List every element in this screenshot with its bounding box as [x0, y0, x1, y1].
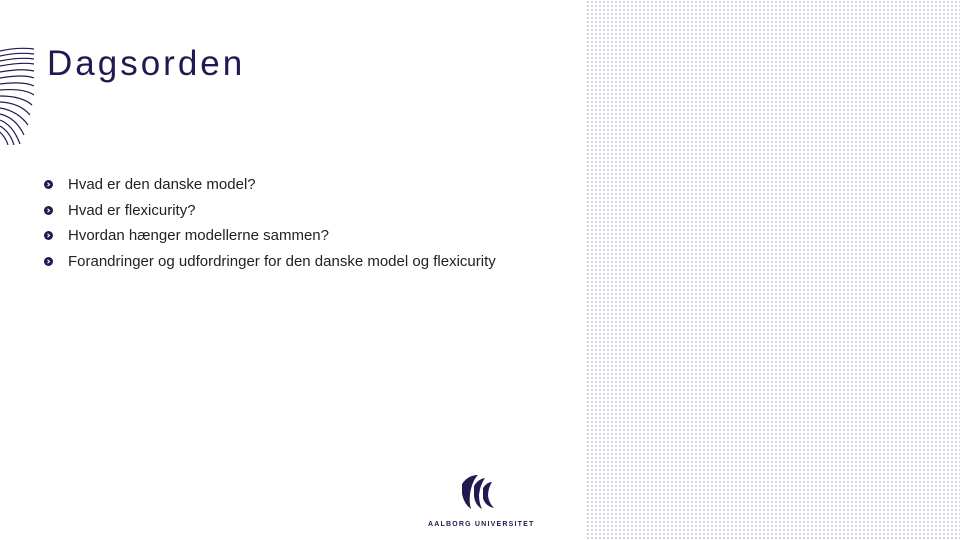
agenda-item-text: Forandringer og udfordringer for den danske model og flexicurity — [68, 252, 496, 270]
slide-title: Dagsorden — [47, 44, 246, 83]
list-item — [44, 223, 496, 249]
logo-text: AALBORG UNIVERSITET — [428, 521, 535, 528]
agenda-item-text: Hvad er den danske model? — [68, 176, 256, 194]
agenda-item-text: Hvordan hænger modellerne sammen? — [68, 227, 329, 245]
list-item — [44, 198, 496, 224]
bullet-chevron-icon — [44, 231, 53, 240]
list-item — [44, 172, 496, 198]
list-item — [44, 249, 496, 275]
agenda-list — [44, 172, 496, 274]
wave-lines-icon — [0, 45, 34, 145]
bullet-chevron-icon — [44, 206, 53, 215]
bullet-chevron-icon — [44, 180, 53, 189]
dotted-pattern-panel — [586, 0, 960, 540]
university-logo — [428, 474, 534, 530]
bullet-chevron-icon — [44, 257, 53, 266]
aau-logo-icon — [460, 474, 496, 510]
agenda-item-text: Hvad er flexicurity? — [68, 201, 196, 219]
